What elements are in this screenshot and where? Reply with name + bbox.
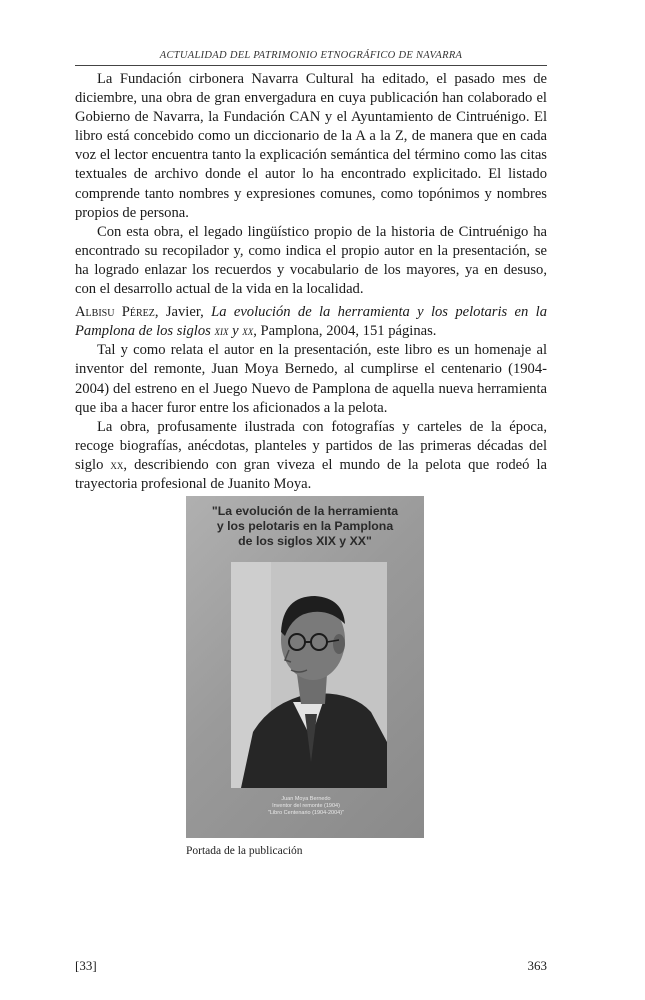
cover-title-line-2: y los pelotaris en la Pamplona xyxy=(216,519,394,533)
article-body xyxy=(75,70,547,494)
cover-caption-line-3: "Libro Centenario (1904-2004)" xyxy=(267,810,345,816)
figure-caption: Portada de la publicación xyxy=(186,845,303,857)
entry-author-rest: , Javier, xyxy=(154,304,212,321)
bibliographic-entry xyxy=(75,303,547,341)
entry-century-1: xix xyxy=(214,324,229,339)
paragraph-4-text-2: , describiendo con gran viveza el mundo de la pelota que rodeó la trayectoria profesional de Juanito Moya. xyxy=(75,456,547,492)
cover-title-line-1: "La evolución de la herramienta xyxy=(211,504,399,518)
portrait-illustration xyxy=(231,562,387,788)
entry-title-text: La evolución de la herramienta y los pelotaris en la Pamplona de los siglos xyxy=(75,304,547,340)
cover-caption-line-1: Juan Moya Bernedo xyxy=(281,796,331,802)
paragraph-2: Con esta obra, el legado lingüístico propio de la historia de Cintruénigo ha encontrado su recopilador y, como indica el propio autor en la presentación, se ha logrado enlazar los recuerdos y vocabulario de los mayores, ya en desuso, con el desarrollo actual de la vida en la localidad. xyxy=(75,223,547,298)
portrait-photo xyxy=(231,562,387,788)
cover-caption xyxy=(226,796,386,817)
book-cover-image xyxy=(186,496,424,838)
header-rule xyxy=(75,65,547,66)
entry-publication: , Pamplona, 2004, 151 páginas. xyxy=(253,323,437,340)
cover-title-line-3: de los siglos XIX y XX" xyxy=(238,534,372,548)
entry-title-and: y xyxy=(228,323,243,340)
paragraph-4-text-1: La obra, profusamente ilustrada con fotografías y carteles de la época, recoge biografías, anécdotas, planteles y partidos de las primeras décadas del siglo xyxy=(75,418,547,473)
entry-author: Albisu Pérez xyxy=(75,304,155,321)
entry-century-2: xx xyxy=(242,324,254,339)
paragraph-4-century: xx xyxy=(110,457,124,472)
cover-title xyxy=(194,504,416,549)
cover-caption-line-2: Inventor del remonte (1904) xyxy=(272,803,340,809)
paragraph-3: Tal y como relata el autor en la presentación, este libro es un homenaje al inventor del remonte, Juan Moya Bernedo, al cumplirse el centenario (1904-2004) del estreno en el Juego Nuevo de Pamplona de aquella nueva herramienta que iba a hacer furor entre los aficionados a la pelota. xyxy=(75,342,547,416)
running-header: ACTUALIDAD DEL PATRIMONIO ETNOGRÁFICO DE NAVARRA xyxy=(159,50,463,61)
page-number: 363 xyxy=(527,958,547,973)
footer-page-ref: [33] xyxy=(75,958,97,973)
paragraph-1: La Fundación cirbonera Navarra Cultural ha editado, el pasado mes de diciembre, una obra de gran envergadura en cuya publicación han colaborado el Gobierno de Navarra, la Fundación CAN y el Ayuntamiento de Cintruénigo. El libro está concebido como un diccionario de la A a la Z, de manera que en cada voz el lector encuentra tanto la explicación semántica del término como las citas textuales de archivo donde el autor lo ha encontrado explicitado. El listado comprende tanto nombres y expresiones comunes, como topónimos y nombres propios de persona. xyxy=(75,71,547,221)
paragraph-4 xyxy=(75,418,547,494)
